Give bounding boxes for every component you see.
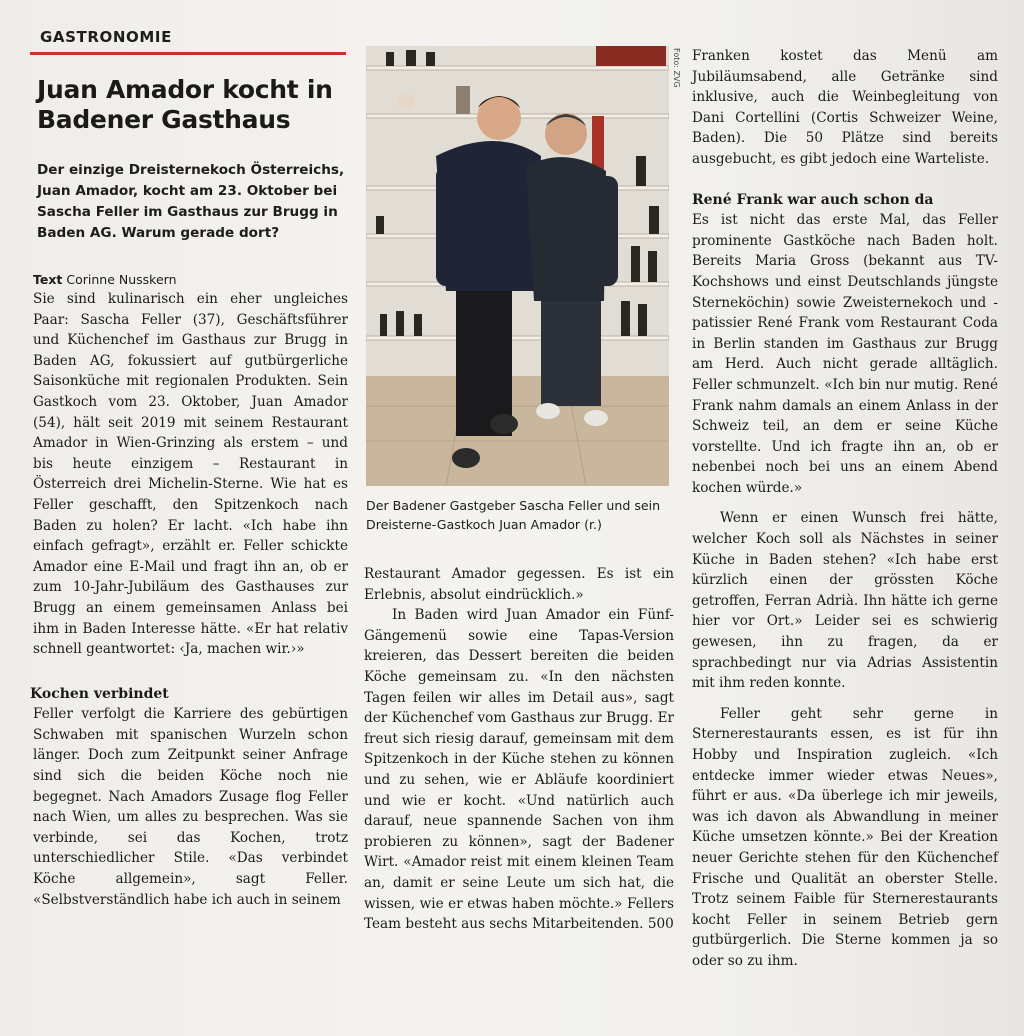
article-photo bbox=[366, 46, 669, 486]
lead-paragraph: Der einzige Dreisternekoch Österreichs, Juan Amador, kocht am 23. Oktober bei Sascha Feller im Gasthaus zur Brugg in Baden AG. Warum gerade dort? bbox=[37, 162, 345, 241]
section-label: GASTRONOMIE bbox=[40, 28, 172, 46]
body-paragraph: Restaurant Amador gegessen. Es ist ein Erlebnis, absolut eindrücklich.» bbox=[364, 566, 674, 603]
body-paragraph: Feller verfolgt die Karriere des gebürtigen Schwaben mit spanischen Wurzeln schon länger. Doch zum Zeitpunkt seiner Anfrage sind sich die beiden Köche noch nie begegnet. Nach Amadors Zusage flog Feller nach Wien, um alles zu besprechen. Was sie verbinde, sei das Kochen, trotz unterschiedlicher Stile. «Das verbindet Köche allgemein», sagt Feller. «Selbstverständlich habe ich auch in seinem bbox=[33, 706, 348, 908]
body-paragraph: In Baden wird Juan Amador ein Fünf-Gängemenü sowie eine Tapas-Version kreieren, das Dessert bereiten die beiden Köche gemeinsam zu. «In den nächsten Tagen feilen wir alles im Detail aus», sagt der Küchenchef vom Gasthaus zur Brugg. Er freut sich riesig darauf, gemeinsam mit dem Spitzenkoch in der Küche stehen zu können und zu sehen, wie er Abläufe koordiniert und wie er kocht. «Und natürlich auch darauf, neue spannende Sachen von ihm probieren zu können», sagt der Badener Wirt. «Amador reist mit einem kleinen Team an, damit er seine Leute um sich hat, die wissen, wie er etwas haben möchte.» Fellers Team besteht aus sechs Mitarbeitenden. 500 bbox=[364, 607, 674, 933]
photo-caption: Der Badener Gastgeber Sascha Feller und sein Dreisterne-Gastkoch Juan Amador (r.) bbox=[366, 498, 661, 532]
column-3 bbox=[692, 46, 998, 972]
body-paragraph: Sie sind kulinarisch ein eher ungleiches Paar: Sascha Feller (37), Geschäftsführer und Küchenchef im Gasthaus zur Brugg in Baden AG, fokussiert auf gutbürgerliche Saisonküche mit regionalen Produkten. Sein Gastkoch vom 23. Oktober, Juan Amador (54), hält seit 2019 mit seinem Restaurant Amador in Wien-Grinzing als erstem – und bis heute einzigem – Restaurant in Österreich drei Michelin-Sterne. Wie hat es Feller geschafft, den Spitzenkoch nach Baden zu holen? Er lacht. «Ich habe ihn einfach gefragt», erzählt er. Feller schickte Amador eine E-Mail und fragt ihn an, ob er zum 10-Jahr-Jubiläum des Gasthauses zur Brugg an einem gemeinsamen Anlass bei ihm in Baden Interesse hätte. «Er hat relativ schnell geantwortet: ‹Ja, machen wir.›» bbox=[33, 291, 348, 658]
photo-credit: Foto: ZVG bbox=[672, 48, 681, 88]
byline-author: Corinne Nusskern bbox=[66, 272, 177, 287]
body-paragraph: Wenn er einen Wunsch frei hätte, welcher Koch soll als Nächstes in seiner Küche in Baden stehen? «Ich habe erst kürzlich einen der grössten Köche getroffen, Ferran Adrià. Ihn hätte ich gerne hier vor Ort.» Leider sei es schwierig gewesen, ihn zu fragen, da er sprachbedingt nur via Adrias Assistentin mit ihm reden konnte. bbox=[692, 510, 998, 692]
column-2 bbox=[364, 46, 674, 935]
byline bbox=[33, 272, 348, 287]
body-paragraph: Es ist nicht das erste Mal, das Feller prominente Gastköche nach Baden holt. Bereits Maria Gross (bekannt aus TV-Kochshows und einst Deutschlands jüngste Sterneköchin) sowie Zweisternekoch und -patissier René Frank vom Restaurant Coda in Berlin standen im Gasthaus zur Brugg am Herd. Auch nicht gerade alltäglich. Feller schmunzelt. «Ich bin nur mutig. René Frank nahm damals an einem Anlass in der Schweiz teil, an dem er seine Küche vorstellte. Und ich fragte ihn an, ob er nebenbei noch bei uns an einem Abend kochen würde.» bbox=[692, 212, 998, 496]
byline-label: Text bbox=[33, 272, 63, 287]
section-rule bbox=[30, 52, 346, 55]
column-1 bbox=[30, 28, 348, 910]
subhead-kochen-verbindet: Kochen verbindet bbox=[30, 685, 169, 702]
body-paragraph: Franken kostet das Menü am Jubiläumsabend, alle Getränke sind inklusive, auch die Weinbegleitung von Dani Cortellini (Cortis Schweizer Weine, Baden). Die 50 Plätze sind bereits ausgebucht, es gibt jedoch eine Warteliste. bbox=[692, 48, 998, 167]
headline: Juan Amador kocht in Badener Gasthaus bbox=[37, 75, 333, 134]
subhead-rene-frank: René Frank war auch schon da bbox=[692, 191, 934, 208]
body-paragraph: Feller geht sehr gerne in Sternerestaurants essen, es ist für ihn Hobby und Inspiration zugleich. «Ich entdecke immer wieder etwas Neues», führt er aus. «Da überlege ich mir jeweils, was ich davon als Abwandlung in meiner Küche umsetzen könnte.» Bei der Kreation neuer Gerichte stehen für den Küchenchef Frische und Qualität an oberster Stelle. Trotz seinem Faible für Sternerestaurants kocht Feller in seinem Betrieb gern gutbürgerlich. Die Sterne kommen ja so oder so zu ihm. bbox=[692, 705, 998, 969]
photo-illustration bbox=[366, 46, 669, 486]
